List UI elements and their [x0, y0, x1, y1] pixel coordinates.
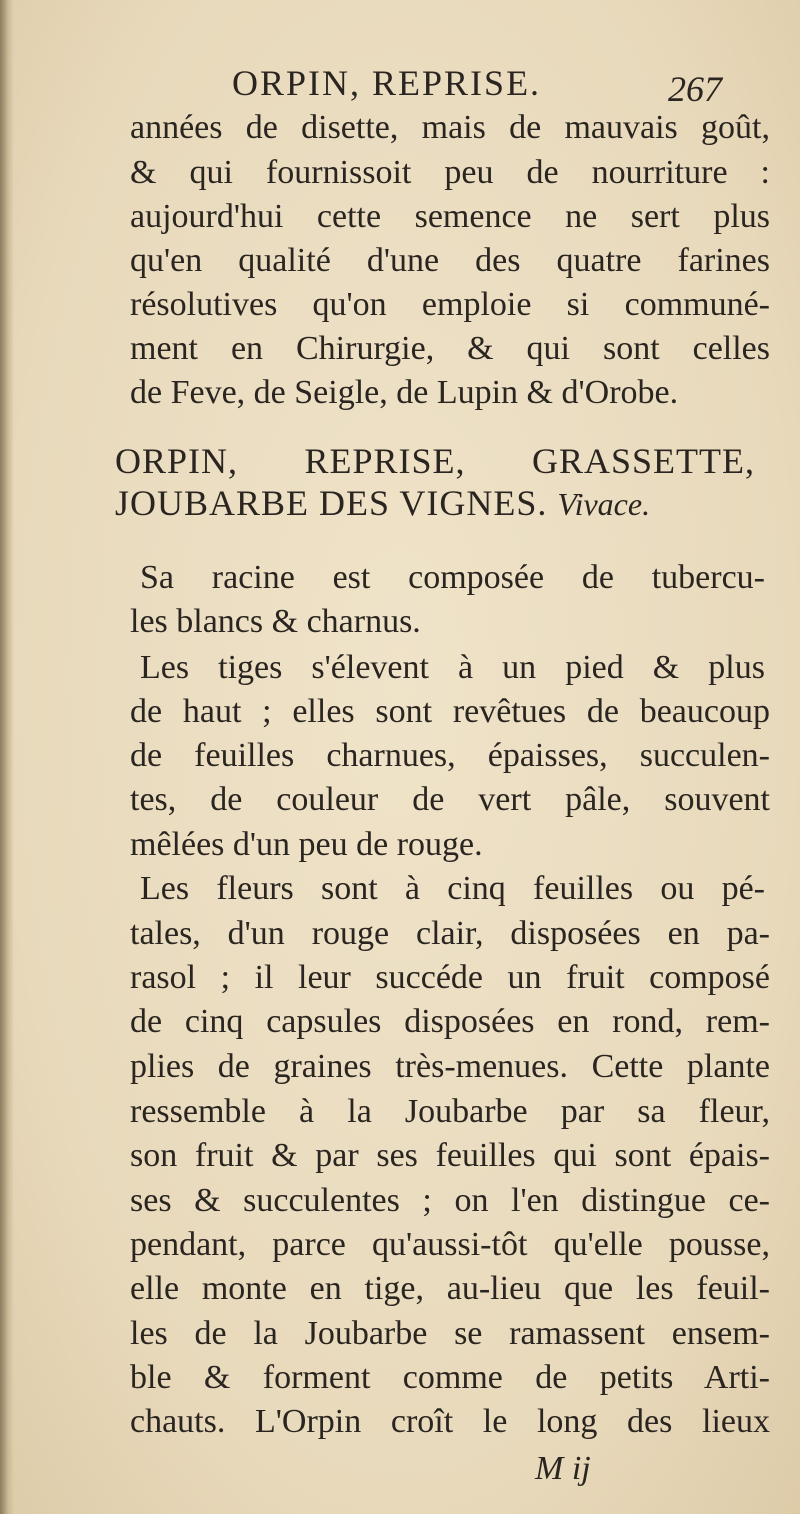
- text-line: tales, d'un rouge clair, disposées en pa-: [130, 915, 770, 952]
- text-line: plies de graines très-menues. Cette plante: [130, 1048, 770, 1085]
- page-header: [0, 62, 800, 112]
- page-number: 267: [668, 69, 722, 109]
- text-line: Les tiges s'élevent à un pied & plus: [140, 649, 765, 686]
- text-line: années de disette, mais de mauvais goût,: [130, 109, 770, 146]
- text-line: Sa racine est composée de tubercu-: [140, 559, 765, 596]
- text-line: tes, de couleur de vert pâle, souvent: [130, 781, 770, 818]
- entry-title-line: ORPIN, REPRISE, GRASSETTE,: [115, 441, 755, 481]
- text-line: ressemble à la Joubarbe par sa fleur,: [130, 1093, 770, 1130]
- text-line: son fruit & par ses feuilles qui sont épais-: [130, 1137, 770, 1174]
- text-line: qu'en qualité d'une des quatre farines: [130, 242, 770, 279]
- text-line: Les fleurs sont à cinq feuilles ou pé-: [140, 870, 765, 907]
- text-line: de cinq capsules disposées en rond, rem-: [130, 1003, 770, 1040]
- text-line: les de la Joubarbe se ramassent ensem-: [130, 1315, 770, 1352]
- entry-title-qualifier: Vivace.: [557, 486, 651, 522]
- entry-title-name: JOUBARBE DES VIGNES.: [115, 483, 548, 523]
- page-gutter: [0, 0, 14, 1514]
- text-line: chauts. L'Orpin croît le long des lieux: [130, 1403, 770, 1440]
- text-line: pendant, parce qu'aussi-tôt qu'elle pousse,: [130, 1226, 770, 1263]
- signature-mark: M ij: [535, 1450, 591, 1487]
- text-line: elle monte en tige, au-lieu que les feuil-: [130, 1270, 770, 1307]
- text-line: ses & succulentes ; on l'en distingue ce-: [130, 1182, 770, 1219]
- text-line: résolutives qu'on emploie si communé-: [130, 286, 770, 323]
- text-line: mêlées d'un peu de rouge.: [130, 826, 483, 863]
- text-line: & qui fournissoit peu de nourriture :: [130, 154, 770, 191]
- text-line: les blancs & charnus.: [130, 603, 421, 640]
- text-line: ble & forment comme de petits Arti-: [130, 1359, 770, 1396]
- text-line: ment en Chirurgie, & qui sont celles: [130, 330, 770, 367]
- text-line: de Feve, de Seigle, de Lupin & d'Orobe.: [130, 374, 679, 411]
- running-head: ORPIN, REPRISE.: [232, 63, 542, 103]
- text-line: de feuilles charnues, épaisses, succulen-: [130, 737, 770, 774]
- text-line: de haut ; elles sont revêtues de beaucoup: [130, 693, 770, 730]
- entry-title-line: [115, 482, 755, 524]
- text-line: rasol ; il leur succéde un fruit composé: [130, 959, 770, 996]
- text-line: aujourd'hui cette semence ne sert plus: [130, 198, 770, 235]
